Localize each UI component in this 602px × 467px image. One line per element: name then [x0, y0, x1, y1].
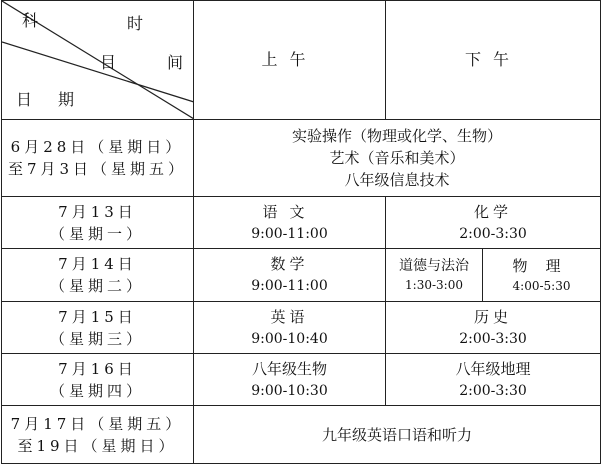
- date-line-1: 7月15日: [58, 307, 137, 326]
- date-line-1: 7月16日: [58, 359, 137, 378]
- afternoon-cell-b: [483, 249, 601, 302]
- subject-name: 八年级地理: [455, 359, 531, 378]
- corner-time-char-2: 间: [167, 53, 184, 72]
- subject-name: 数学: [270, 255, 309, 273]
- subject-name: 八年级生物: [251, 359, 327, 378]
- morning-header: 上午: [194, 1, 386, 120]
- date-line-2: （星期一）: [49, 224, 145, 243]
- merged-subject-cell: 九年级英语口语和听力: [194, 406, 601, 464]
- exam-time: 9:00-10:30: [251, 382, 328, 399]
- morning-cell: [194, 302, 386, 354]
- exam-time: 9:00-11:00: [251, 225, 328, 242]
- date-cell: [2, 249, 194, 302]
- exam-schedule: [1, 0, 600, 466]
- exam-time: 9:00-10:40: [251, 330, 328, 347]
- date-line-1: 6月28日（星期日）: [10, 138, 185, 156]
- date-line-1: 7月13日: [58, 202, 137, 221]
- corner-header-cell: [2, 1, 194, 120]
- exam-time: 1:30-3:00: [405, 278, 463, 292]
- subject-name: 化学: [474, 202, 513, 221]
- subject-name: 历史: [474, 307, 513, 326]
- schedule-table: [1, 0, 601, 464]
- date-cell: [2, 302, 194, 354]
- date-line-2: （星期二）: [49, 277, 145, 295]
- merged-subject-cell: [194, 120, 601, 197]
- subject-name: 道德与法治: [399, 258, 469, 274]
- exam-time: 9:00-11:00: [251, 278, 328, 294]
- subject-line-3: 八年级信息技术: [344, 171, 450, 189]
- morning-cell: [194, 197, 386, 249]
- afternoon-cell: [386, 354, 601, 406]
- date-line-2: （星期三）: [49, 329, 145, 348]
- subject-name: 物理: [512, 257, 579, 275]
- corner-time-char-1: 时: [127, 14, 144, 33]
- table-row: [2, 197, 601, 249]
- subject-line-2: 艺术（音乐和美术）: [329, 149, 465, 167]
- afternoon-cell: [386, 302, 601, 354]
- corner-subject-char-2: 目: [100, 53, 117, 72]
- corner-date-char-2: 期: [58, 90, 75, 109]
- date-line-2: 至19日（星期日）: [17, 436, 178, 455]
- exam-time: 2:00-3:30: [459, 382, 527, 399]
- morning-cell: [194, 354, 386, 406]
- table-row: [2, 120, 601, 197]
- table-row: [2, 354, 601, 406]
- date-cell: [2, 406, 194, 464]
- afternoon-cell: [386, 197, 601, 249]
- table-row: [2, 302, 601, 354]
- exam-time: 2:00-3:30: [459, 225, 527, 242]
- exam-time: 2:00-3:30: [459, 330, 527, 347]
- corner-date-char-1: 日: [16, 90, 33, 109]
- afternoon-header: 下午: [386, 1, 601, 120]
- date-line-2: （星期四）: [49, 381, 145, 400]
- header-row: [2, 1, 601, 120]
- subject-name: 英语: [270, 307, 309, 326]
- morning-cell: [194, 249, 386, 302]
- date-line-2: 至7月3日（星期五）: [7, 160, 188, 178]
- date-line-1: 7月17日（星期五）: [10, 414, 185, 433]
- subject-name: 语文: [262, 202, 317, 221]
- table-row: [2, 249, 601, 302]
- exam-time: 4:00-5:30: [512, 279, 571, 293]
- table-row: [2, 406, 601, 464]
- date-cell: [2, 197, 194, 249]
- corner-subject-char-1: 科: [22, 11, 39, 30]
- date-line-1: 7月14日: [58, 255, 137, 273]
- afternoon-cell-a: [386, 249, 483, 302]
- date-cell: [2, 120, 194, 197]
- subject-line-1: 实验操作（物理或化学、生物）: [292, 127, 503, 145]
- date-cell: [2, 354, 194, 406]
